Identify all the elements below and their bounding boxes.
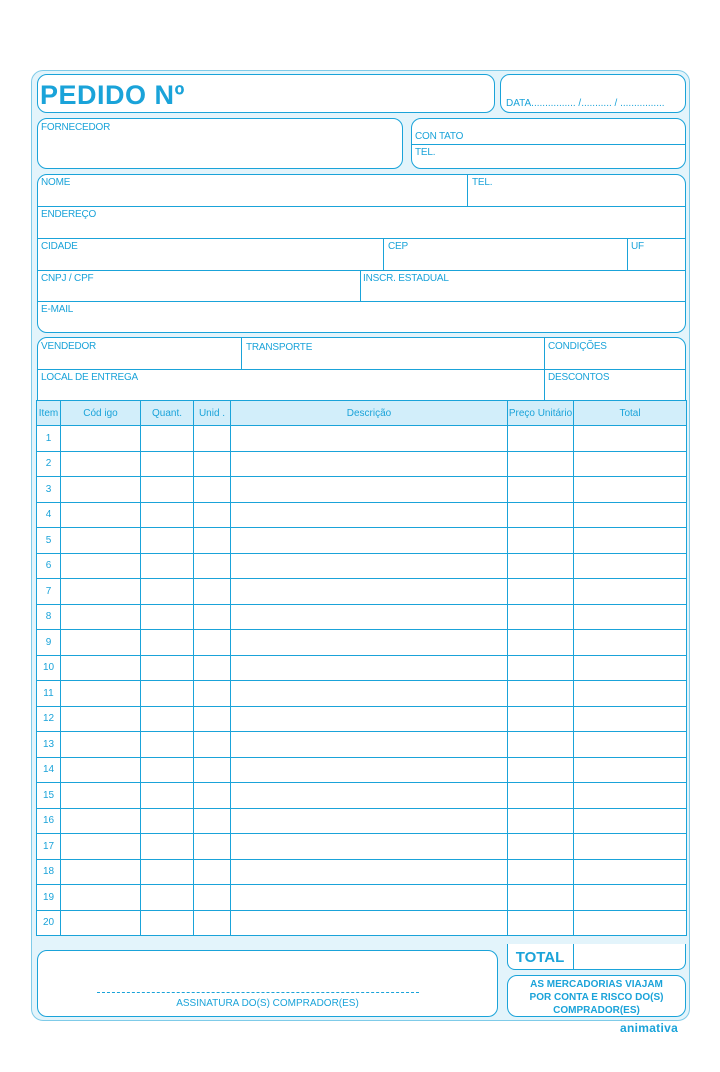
unit-cell[interactable]	[194, 859, 231, 885]
code-cell[interactable]	[61, 859, 141, 885]
unit-price-cell[interactable]	[508, 604, 574, 630]
cep-label: CEP	[388, 241, 408, 252]
notice-line: COMPRADOR(ES)	[553, 1005, 640, 1016]
table-row	[37, 910, 687, 936]
total-label: TOTAL	[515, 948, 565, 966]
unit-price-cell[interactable]	[508, 426, 574, 452]
seller-label: VENDEDOR	[41, 341, 97, 352]
table-row	[37, 783, 687, 809]
unit-cell[interactable]	[194, 910, 231, 936]
unit-cell[interactable]	[194, 604, 231, 630]
table-row	[37, 757, 687, 783]
quantity-cell[interactable]	[141, 630, 194, 656]
code-cell[interactable]	[61, 808, 141, 834]
quantity-cell[interactable]	[141, 885, 194, 911]
unit-price-cell[interactable]	[508, 579, 574, 605]
item-number: 9	[37, 630, 61, 656]
total-cell[interactable]	[574, 808, 687, 834]
unit-cell[interactable]	[194, 579, 231, 605]
code-cell[interactable]	[61, 834, 141, 860]
total-cell[interactable]	[574, 859, 687, 885]
unit-cell[interactable]	[194, 834, 231, 860]
description-cell[interactable]	[231, 834, 508, 860]
unit-cell[interactable]	[194, 477, 231, 503]
description-cell[interactable]	[231, 426, 508, 452]
divider	[37, 270, 686, 271]
description-cell[interactable]	[231, 859, 508, 885]
code-cell[interactable]	[61, 630, 141, 656]
item-number: 16	[37, 808, 61, 834]
quantity-cell[interactable]	[141, 681, 194, 707]
unit-cell[interactable]	[194, 783, 231, 809]
code-cell[interactable]	[61, 706, 141, 732]
notice-line: POR CONTA E RISCO DO(S)	[529, 992, 664, 1003]
unit-cell[interactable]	[194, 885, 231, 911]
description-cell[interactable]	[231, 885, 508, 911]
total-cell[interactable]	[574, 732, 687, 758]
unit-price-cell[interactable]	[508, 451, 574, 477]
table-row	[37, 681, 687, 707]
customer-block	[37, 174, 686, 333]
quantity-cell[interactable]	[141, 783, 194, 809]
description-cell[interactable]	[231, 910, 508, 936]
quantity-cell[interactable]	[141, 808, 194, 834]
total-cell[interactable]	[574, 553, 687, 579]
discounts-label: DESCONTOS	[548, 372, 610, 383]
item-number: 19	[37, 885, 61, 911]
unit-cell[interactable]	[194, 502, 231, 528]
description-cell[interactable]	[231, 783, 508, 809]
table-row	[37, 477, 687, 503]
item-number: 14	[37, 757, 61, 783]
unit-cell[interactable]	[194, 630, 231, 656]
unit-price-cell[interactable]	[508, 528, 574, 554]
description-cell[interactable]	[231, 604, 508, 630]
signature-label: ASSINATURA DO(S) COMPRADOR(ES)	[176, 998, 359, 1009]
description-cell[interactable]	[231, 757, 508, 783]
total-cell[interactable]	[574, 451, 687, 477]
divider	[37, 238, 686, 239]
column-header-code: Cód igo	[61, 401, 141, 426]
unit-price-cell[interactable]	[508, 630, 574, 656]
unit-price-cell[interactable]	[508, 910, 574, 936]
total-cell[interactable]	[574, 681, 687, 707]
code-cell[interactable]	[61, 502, 141, 528]
city-label: CIDADE	[41, 241, 78, 252]
item-number: 5	[37, 528, 61, 554]
code-cell[interactable]	[61, 885, 141, 911]
table-row	[37, 655, 687, 681]
item-number: 13	[37, 732, 61, 758]
description-cell[interactable]	[231, 706, 508, 732]
unit-price-cell[interactable]	[508, 477, 574, 503]
total-cell[interactable]	[574, 630, 687, 656]
total-cell[interactable]	[574, 783, 687, 809]
column-header-description: Descrição	[231, 401, 508, 426]
item-number: 6	[37, 553, 61, 579]
item-number: 1	[37, 426, 61, 452]
code-cell[interactable]	[61, 910, 141, 936]
total-cell[interactable]	[574, 655, 687, 681]
item-number: 2	[37, 451, 61, 477]
item-number: 11	[37, 681, 61, 707]
page-title: PEDIDO Nº	[40, 80, 185, 110]
unit-price-cell[interactable]	[508, 859, 574, 885]
unit-cell[interactable]	[194, 732, 231, 758]
column-header-item: Item	[37, 401, 61, 426]
unit-price-cell[interactable]	[508, 655, 574, 681]
table-row	[37, 451, 687, 477]
unit-price-cell[interactable]	[508, 706, 574, 732]
description-cell[interactable]	[231, 553, 508, 579]
table-row	[37, 426, 687, 452]
unit-cell[interactable]	[194, 426, 231, 452]
unit-price-cell[interactable]	[508, 885, 574, 911]
item-number: 15	[37, 783, 61, 809]
code-cell[interactable]	[61, 426, 141, 452]
code-cell[interactable]	[61, 732, 141, 758]
quantity-cell[interactable]	[141, 655, 194, 681]
customer-tel-label: TEL.	[472, 177, 493, 188]
uf-label: UF	[631, 241, 644, 252]
divider	[383, 238, 384, 270]
total-cell[interactable]	[574, 757, 687, 783]
description-cell[interactable]	[231, 732, 508, 758]
code-cell[interactable]	[61, 604, 141, 630]
transport-label: TRANSPORTE	[246, 342, 313, 353]
column-header-unit-price: Preço Unitário	[508, 401, 574, 426]
quantity-cell[interactable]	[141, 451, 194, 477]
description-cell[interactable]	[231, 528, 508, 554]
divider	[37, 369, 686, 370]
unit-price-cell[interactable]	[508, 732, 574, 758]
contact-label: CON TATO	[415, 131, 464, 142]
divider	[360, 270, 361, 301]
quantity-cell[interactable]	[141, 502, 194, 528]
total-cell[interactable]	[574, 885, 687, 911]
code-cell[interactable]	[61, 528, 141, 554]
unit-cell[interactable]	[194, 553, 231, 579]
unit-cell[interactable]	[194, 706, 231, 732]
divider	[37, 206, 686, 207]
description-cell[interactable]	[231, 681, 508, 707]
state-registration-label: INSCR. ESTADUAL	[363, 273, 449, 284]
brand-logo: animativa	[620, 1021, 679, 1035]
unit-cell[interactable]	[194, 451, 231, 477]
description-cell[interactable]	[231, 630, 508, 656]
quantity-cell[interactable]	[141, 732, 194, 758]
table-header-row	[37, 401, 687, 426]
unit-cell[interactable]	[194, 808, 231, 834]
table-row	[37, 706, 687, 732]
table-row	[37, 834, 687, 860]
quantity-cell[interactable]	[141, 477, 194, 503]
unit-price-cell[interactable]	[508, 757, 574, 783]
item-number: 3	[37, 477, 61, 503]
table-row	[37, 579, 687, 605]
items-table	[36, 400, 687, 936]
unit-price-cell[interactable]	[508, 783, 574, 809]
quantity-cell[interactable]	[141, 706, 194, 732]
table-row	[37, 808, 687, 834]
unit-price-cell[interactable]	[508, 834, 574, 860]
supplier-label: FORNECEDOR	[41, 122, 111, 133]
total-cell[interactable]	[574, 528, 687, 554]
unit-cell[interactable]	[194, 757, 231, 783]
divider	[467, 174, 468, 206]
item-number: 18	[37, 859, 61, 885]
description-cell[interactable]	[231, 477, 508, 503]
item-number: 4	[37, 502, 61, 528]
total-cell[interactable]	[574, 910, 687, 936]
total-cell[interactable]	[574, 426, 687, 452]
total-cell[interactable]	[574, 604, 687, 630]
item-number: 7	[37, 579, 61, 605]
unit-price-cell[interactable]	[508, 502, 574, 528]
item-number: 8	[37, 604, 61, 630]
table-row	[37, 885, 687, 911]
divider	[573, 944, 574, 970]
quantity-cell[interactable]	[141, 579, 194, 605]
quantity-cell[interactable]	[141, 834, 194, 860]
code-cell[interactable]	[61, 655, 141, 681]
table-row	[37, 604, 687, 630]
code-cell[interactable]	[61, 681, 141, 707]
total-cell[interactable]	[574, 579, 687, 605]
conditions-label: CONDIÇÕES	[548, 341, 607, 352]
quantity-cell[interactable]	[141, 426, 194, 452]
unit-price-cell[interactable]	[508, 808, 574, 834]
description-cell[interactable]	[231, 451, 508, 477]
divider	[241, 337, 242, 369]
description-cell[interactable]	[231, 502, 508, 528]
item-number: 20	[37, 910, 61, 936]
notice-text	[507, 978, 686, 1017]
quantity-cell[interactable]	[141, 859, 194, 885]
notice-line: AS MERCADORIAS VIAJAM	[530, 979, 663, 990]
description-cell[interactable]	[231, 579, 508, 605]
divider	[37, 301, 686, 302]
table-row	[37, 528, 687, 554]
item-number: 12	[37, 706, 61, 732]
unit-price-cell[interactable]	[508, 553, 574, 579]
unit-cell[interactable]	[194, 655, 231, 681]
unit-price-cell[interactable]	[508, 681, 574, 707]
quantity-cell[interactable]	[141, 553, 194, 579]
delivery-location-label: LOCAL DE ENTREGA	[41, 372, 139, 383]
total-value-field[interactable]	[575, 945, 684, 968]
code-cell[interactable]	[61, 579, 141, 605]
item-number: 10	[37, 655, 61, 681]
code-cell[interactable]	[61, 477, 141, 503]
code-cell[interactable]	[61, 757, 141, 783]
signature-line	[97, 992, 419, 993]
quantity-cell[interactable]	[141, 528, 194, 554]
unit-cell[interactable]	[194, 681, 231, 707]
quantity-cell[interactable]	[141, 910, 194, 936]
table-row	[37, 502, 687, 528]
quantity-cell[interactable]	[141, 604, 194, 630]
column-header-quantity: Quant.	[141, 401, 194, 426]
divider	[627, 238, 628, 270]
column-header-total: Total	[574, 401, 687, 426]
date-field-label: DATA................ /........... / ................	[506, 98, 665, 109]
item-number: 17	[37, 834, 61, 860]
description-cell[interactable]	[231, 655, 508, 681]
code-cell[interactable]	[61, 783, 141, 809]
total-cell[interactable]	[574, 706, 687, 732]
divider	[544, 337, 545, 400]
total-cell[interactable]	[574, 477, 687, 503]
table-row	[37, 630, 687, 656]
quantity-cell[interactable]	[141, 757, 194, 783]
code-cell[interactable]	[61, 451, 141, 477]
table-row	[37, 732, 687, 758]
cnpj-cpf-label: CNPJ / CPF	[41, 273, 94, 284]
table-row	[37, 859, 687, 885]
total-cell[interactable]	[574, 834, 687, 860]
name-label: NOME	[41, 177, 71, 188]
description-cell[interactable]	[231, 808, 508, 834]
code-cell[interactable]	[61, 553, 141, 579]
total-cell[interactable]	[574, 502, 687, 528]
divider	[411, 144, 686, 145]
column-header-unit: Unid .	[194, 401, 231, 426]
address-label: ENDEREÇO	[41, 209, 97, 220]
unit-cell[interactable]	[194, 528, 231, 554]
table-row	[37, 553, 687, 579]
contact-tel-label: TEL.	[415, 147, 436, 158]
email-label: E-MAIL	[41, 304, 74, 315]
